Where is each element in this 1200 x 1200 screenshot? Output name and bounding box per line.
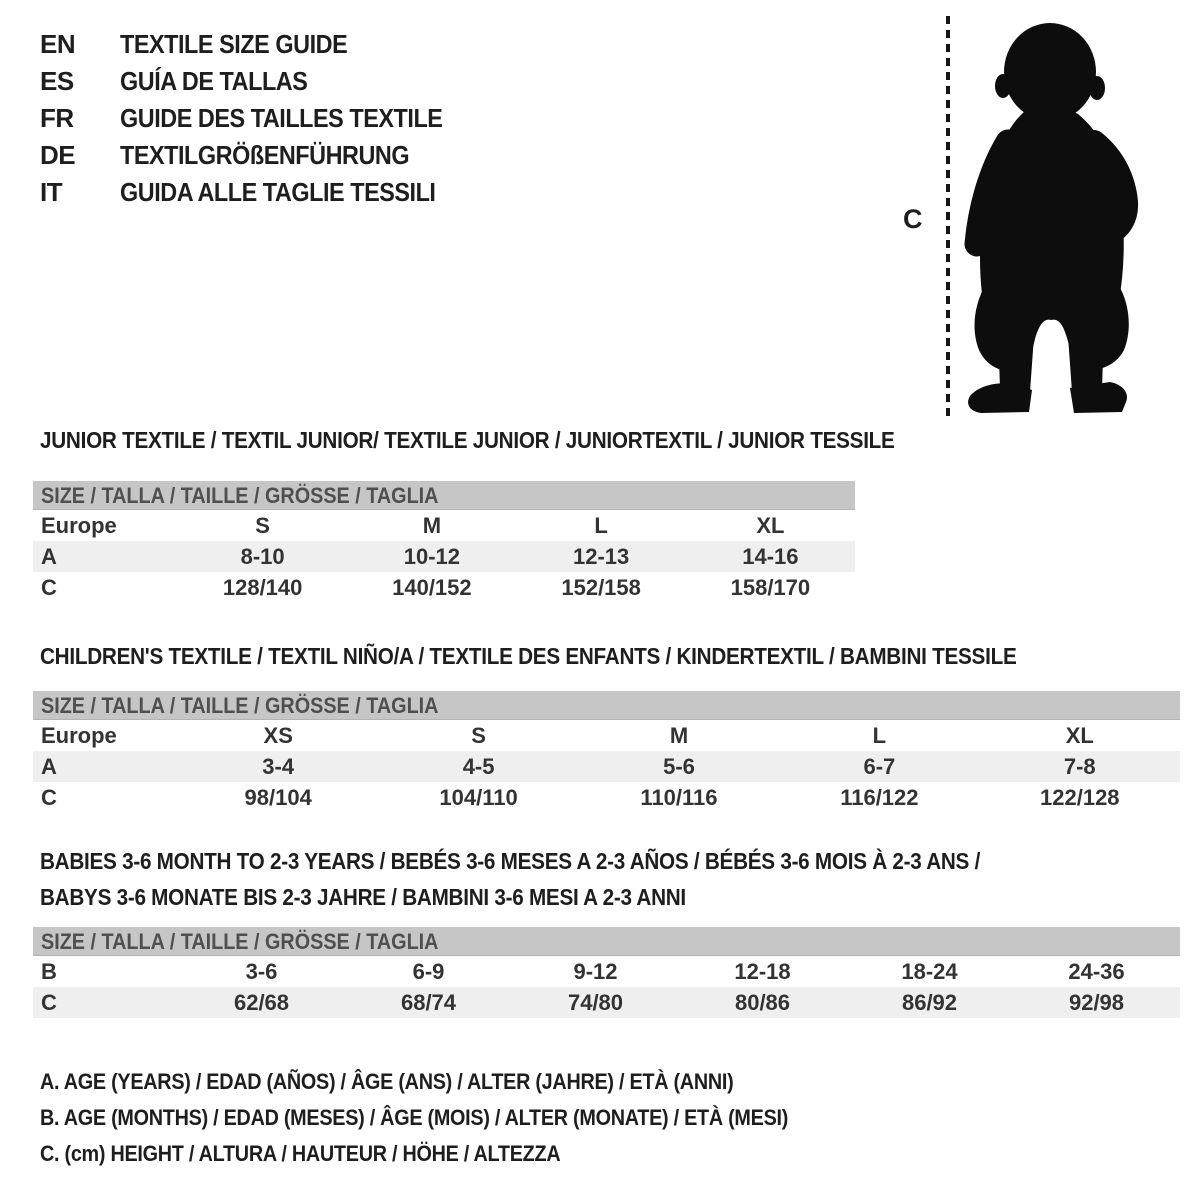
size-cell: 92/98 <box>1068 989 1125 1015</box>
table-row <box>33 541 855 572</box>
size-cell: 110/116 <box>640 784 718 810</box>
babies-size-table <box>33 956 1180 1018</box>
row-label: A <box>41 543 57 569</box>
table-row <box>33 510 855 541</box>
row-label: A <box>41 753 57 779</box>
height-label-c: C <box>903 204 923 234</box>
size-cell: S <box>471 722 486 748</box>
size-cell: 7-8 <box>1063 753 1096 779</box>
size-cell: 6-7 <box>863 753 896 779</box>
language-title: TEXTILGRÖßENFÜHRUNG <box>120 140 410 170</box>
size-cell: 152/158 <box>561 574 641 600</box>
toddler-silhouette <box>962 12 1140 417</box>
language-code: EN <box>40 29 76 59</box>
table-row <box>33 782 1180 813</box>
language-row-es <box>40 63 478 100</box>
row-label: C <box>41 989 57 1015</box>
language-row-fr <box>40 100 478 137</box>
size-header-bar: SIZE / TALLA / TAILLE / GRÖSSE / TAGLIA <box>33 927 1180 956</box>
size-cell: XL <box>756 512 785 538</box>
size-cell: 8-10 <box>240 543 285 569</box>
size-cell: 158/170 <box>730 574 811 600</box>
children-size-table <box>33 720 1180 813</box>
legend-line-a: A. AGE (YEARS) / EDAD (AÑOS) / ÂGE (ANS) / ALTER (JAHRE) / ETÀ (ANNI) <box>40 1069 734 1094</box>
size-cell: 128/140 <box>222 574 303 600</box>
size-cell: 116/122 <box>840 784 919 810</box>
size-cell: XS <box>263 722 293 748</box>
size-cell: 68/74 <box>400 989 457 1015</box>
section-title-line1: BABIES 3-6 MONTH TO 2-3 YEARS / BEBÉS 3-6 MESES A 2-3 AÑOS / BÉBÉS 3-6 MOIS À 2-3 ANS / <box>40 848 981 874</box>
size-cell: M <box>669 722 689 748</box>
size-cell: 98/104 <box>244 784 312 810</box>
section-title: JUNIOR TEXTILE / TEXTIL JUNIOR/ TEXTILE JUNIOR / JUNIORTEXTIL / JUNIOR TESSILE <box>40 427 895 453</box>
row-label: B <box>41 958 57 984</box>
size-cell: S <box>255 512 270 538</box>
size-cell: 140/152 <box>392 574 472 600</box>
table-row <box>33 987 1180 1018</box>
size-cell: L <box>872 722 887 748</box>
language-row-de <box>40 137 478 174</box>
size-cell: 24-36 <box>1068 958 1125 984</box>
size-cell: XL <box>1065 722 1094 748</box>
language-code: DE <box>40 140 76 170</box>
height-measure-dashed-line <box>946 16 950 418</box>
size-cell: 14-16 <box>742 543 799 569</box>
size-header-bar: SIZE / TALLA / TAILLE / GRÖSSE / TAGLIA <box>33 691 1180 720</box>
table-row <box>33 956 1180 987</box>
legend-line-b: B. AGE (MONTHS) / EDAD (MESES) / ÂGE (MOIS) / ALTER (MONATE) / ETÀ (MESI) <box>40 1105 789 1130</box>
row-label: Europe <box>41 512 117 538</box>
size-cell: 74/80 <box>567 989 624 1015</box>
size-cell: 3-6 <box>245 958 278 984</box>
language-title: GUIDE DES TAILLES TEXTILE <box>120 103 443 133</box>
size-cell: 5-6 <box>663 753 695 779</box>
language-code: FR <box>40 103 74 133</box>
language-title: GUÍA DE TALLAS <box>120 66 308 96</box>
table-row <box>33 572 855 603</box>
table-row <box>33 720 1180 751</box>
size-cell: 122/128 <box>1040 784 1120 810</box>
section-babies-textile <box>33 843 1180 1018</box>
size-cell: 18-24 <box>901 958 958 984</box>
row-label: C <box>41 574 57 600</box>
size-cell: 104/110 <box>439 784 518 810</box>
language-row-en <box>40 26 478 63</box>
size-cell: 9-12 <box>573 958 618 984</box>
section-junior-textile <box>33 426 895 603</box>
row-label: Europe <box>41 722 117 748</box>
size-cell: 10-12 <box>403 543 461 569</box>
section-title: CHILDREN'S TEXTILE / TEXTIL NIÑO/A / TEXTILE DES ENFANTS / KINDERTEXTIL / BAMBINI TESSILE <box>40 643 1017 669</box>
language-code: IT <box>40 177 63 207</box>
size-cell: M <box>422 512 442 538</box>
language-code: ES <box>40 66 74 96</box>
language-title-list <box>40 26 478 211</box>
size-cell: 86/92 <box>901 989 958 1015</box>
row-label: C <box>41 784 57 810</box>
section-childrens-textile <box>33 642 1180 813</box>
size-cell: 80/86 <box>734 989 791 1015</box>
size-cell: 62/68 <box>233 989 290 1015</box>
section-title-line2: BABYS 3-6 MONATE BIS 2-3 JAHRE / BAMBINI 3-6 MESI A 2-3 ANNI <box>40 884 686 910</box>
size-cell: 12-13 <box>572 543 630 569</box>
size-cell: 4-5 <box>462 753 495 779</box>
legend-line-c: C. (cm) HEIGHT / ALTURA / HAUTEUR / HÖHE / ALTEZZA <box>40 1141 561 1166</box>
size-cell: 6-9 <box>412 958 445 984</box>
language-title: GUIDA ALLE TAGLIE TESSILI <box>120 177 436 207</box>
junior-size-table <box>33 510 855 603</box>
language-title: TEXTILE SIZE GUIDE <box>120 29 348 59</box>
size-header-bar: SIZE / TALLA / TAILLE / GRÖSSE / TAGLIA <box>33 481 855 510</box>
size-cell: 3-4 <box>262 753 295 779</box>
language-row-it <box>40 174 478 211</box>
measurement-legend <box>40 1064 871 1172</box>
table-row <box>33 751 1180 782</box>
size-cell: 12-18 <box>734 958 791 984</box>
size-cell: L <box>594 512 608 538</box>
